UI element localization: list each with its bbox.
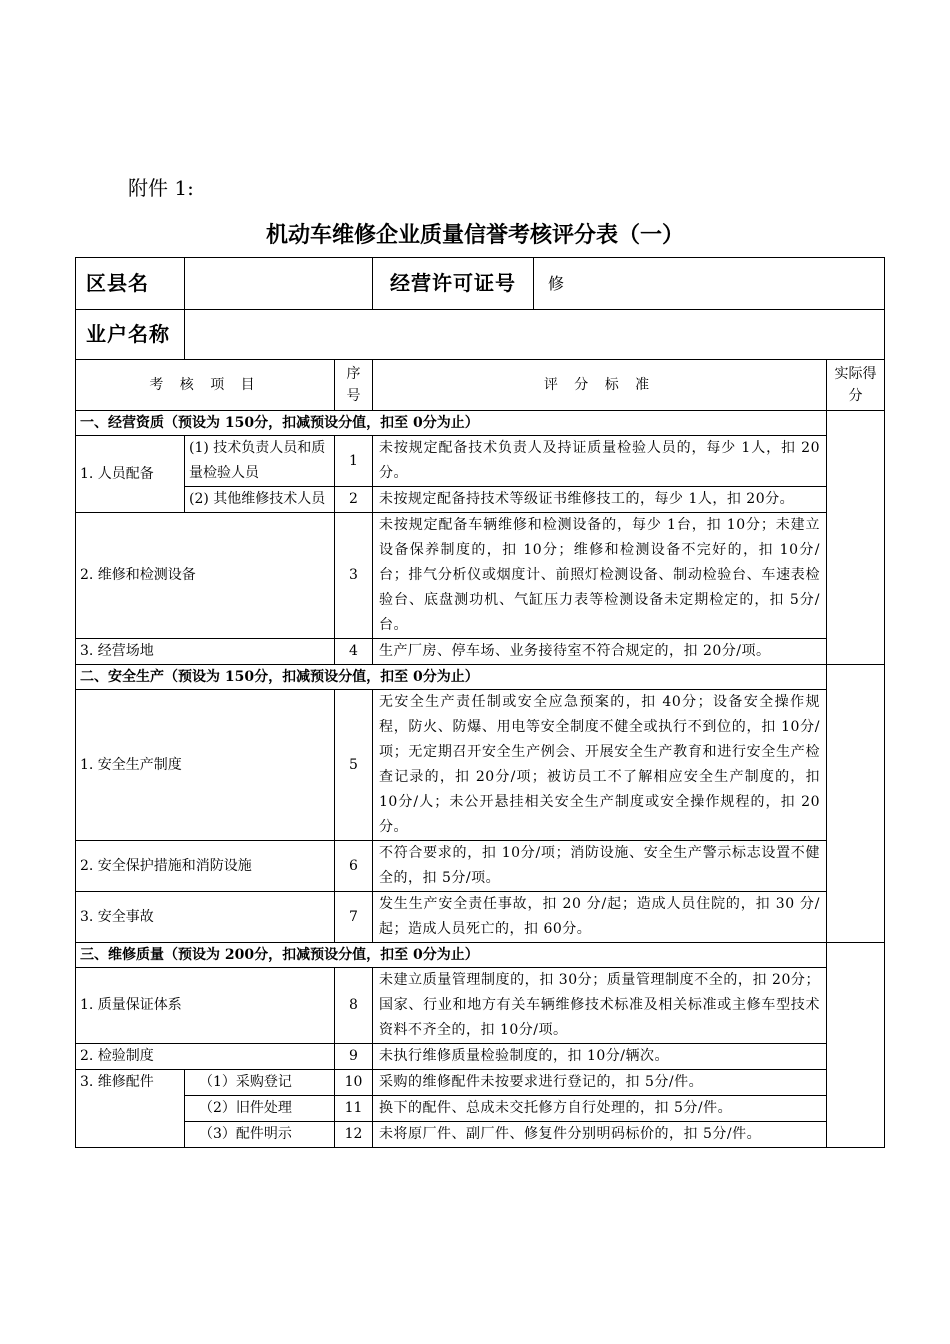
- table-row: [76, 639, 885, 665]
- item-standard: 生产厂房、停车场、业务接待室不符合规定的，扣 20分/项。: [373, 639, 827, 665]
- item-standard: 未建立质量管理制度的，扣 30分；质量管理制度不全的，扣 20分；国家、行业和地方有关车辆维修技术标准及相关标准或主修车型技术资料不齐全的，扣 10分/项。: [373, 968, 827, 1044]
- item-standard: 换下的配件、总成未交托修方自行处理的，扣 5分/件。: [373, 1096, 827, 1122]
- item-sub: （2）旧件处理: [185, 1096, 335, 1122]
- item-standard: 未按规定配备持技术等级证书维修技工的，每少 1人，扣 20分。: [373, 487, 827, 513]
- item-group: 3. 经营场地: [76, 639, 335, 665]
- item-sub: （3）配件明示: [185, 1122, 335, 1148]
- license-label: 经营许可证号: [373, 258, 534, 309]
- evaluation-table: [75, 257, 885, 1148]
- item-group: 3. 维修配件: [76, 1070, 185, 1148]
- item-standard: 发生生产安全责任事故，扣 20 分/起；造成人员住院的，扣 30 分/起；造成人员死亡的，扣 60分。: [373, 892, 827, 943]
- item-group: 1. 安全生产制度: [76, 690, 335, 841]
- item-no: 3: [335, 513, 373, 639]
- info-row-business: [76, 310, 885, 360]
- item-no: 11: [335, 1096, 373, 1122]
- item-group: 3. 安全事故: [76, 892, 335, 943]
- item-sub: （1）采购登记: [185, 1070, 335, 1096]
- item-standard: 未按规定配备车辆维修和检测设备的，每少 1台，扣 10分；未建立设备保养制度的，扣 10分；维修和检测设备不完好的，扣 10分/台；排气分析仪或烟度计、前照灯检测设备、制动检验台、车速表检验台、底盘测功机、气缸压力表等检测设备未定期检定的，扣 5分/台。: [373, 513, 827, 639]
- item-standard: 未将原厂件、副厂件、修复件分别明码标价的，扣 5分/件。: [373, 1122, 827, 1148]
- item-no: 5: [335, 690, 373, 841]
- item-group: 2. 安全保护措施和消防设施: [76, 841, 335, 892]
- table-row: [76, 690, 885, 841]
- table-row: [76, 968, 885, 1044]
- column-header-row: [76, 360, 885, 411]
- item-standard: 采购的维修配件未按要求进行登记的，扣 5分/件。: [373, 1070, 827, 1096]
- county-label: 区县名: [76, 258, 185, 310]
- county-value[interactable]: [185, 258, 373, 310]
- column-no: 序号: [335, 360, 373, 411]
- column-item: 考 核 项 目: [76, 360, 335, 411]
- table-row: [76, 1122, 885, 1148]
- column-score: 实际得分: [827, 360, 885, 411]
- item-no: 12: [335, 1122, 373, 1148]
- item-group: 1. 人员配备: [76, 436, 185, 513]
- page-title: 机动车维修企业质量信誉考核评分表（一）: [265, 223, 684, 248]
- info-row-county: [76, 258, 885, 310]
- item-no: 6: [335, 841, 373, 892]
- business-label: 业户名称: [76, 310, 185, 360]
- section-row: [76, 411, 885, 436]
- section-row: [76, 665, 885, 690]
- license-value[interactable]: 修: [548, 274, 565, 293]
- item-standard: 未执行维修质量检验制度的，扣 10分/辆次。: [373, 1044, 827, 1070]
- item-no: 9: [335, 1044, 373, 1070]
- section-title: 三、维修质量（预设为 200分，扣减预设分值，扣至 0分为止）: [76, 943, 827, 968]
- table-row: [76, 487, 885, 513]
- score-cell[interactable]: [827, 943, 885, 1148]
- item-no: 10: [335, 1070, 373, 1096]
- table-row: [76, 513, 885, 639]
- section-row: [76, 943, 885, 968]
- table-row: [76, 1070, 885, 1096]
- item-no: 4: [335, 639, 373, 665]
- item-standard: 无安全生产责任制或安全应急预案的，扣 40分；设备安全操作规程，防火、防爆、用电等安全制度不健全或执行不到位的，扣 10分/项；无定期召开安全生产例会、开展安全生产教育和进行安全生产检查记录的，扣 20分/项；被访员工不了解相应安全生产制度的，扣 10分/人；未公开悬挂相关安全生产制度或安全操作规程的，扣 20分。: [373, 690, 827, 841]
- table-row: [76, 841, 885, 892]
- item-no: 8: [335, 968, 373, 1044]
- item-group: 1. 质量保证体系: [76, 968, 335, 1044]
- table-row: [76, 1044, 885, 1070]
- column-standard: 评 分 标 准: [373, 360, 827, 411]
- annex-label: 附件 1:: [128, 176, 194, 200]
- item-standard: 未按规定配备技术负责人及持证质量检验人员的，每少 1人，扣 20分。: [373, 436, 827, 487]
- score-cell[interactable]: [827, 665, 885, 943]
- table-row: [76, 892, 885, 943]
- table-row: [76, 436, 885, 487]
- item-sub: (1) 技术负责人员和质量检验人员: [185, 436, 335, 487]
- item-standard: 不符合要求的，扣 10分/项；消防设施、安全生产警示标志设置不健全的，扣 5分/项。: [373, 841, 827, 892]
- item-no: 2: [335, 487, 373, 513]
- item-no: 7: [335, 892, 373, 943]
- table-row: [76, 1096, 885, 1122]
- item-group: 2. 维修和检测设备: [76, 513, 335, 639]
- score-cell[interactable]: [827, 411, 885, 665]
- item-sub: (2) 其他维修技术人员: [185, 487, 335, 513]
- section-title: 二、安全生产（预设为 150分，扣减预设分值，扣至 0分为止）: [76, 665, 827, 690]
- business-value[interactable]: [185, 310, 885, 360]
- section-title: 一、经营资质（预设为 150分，扣减预设分值，扣至 0分为止）: [76, 411, 827, 436]
- item-no: 1: [335, 436, 373, 487]
- item-group: 2. 检验制度: [76, 1044, 335, 1070]
